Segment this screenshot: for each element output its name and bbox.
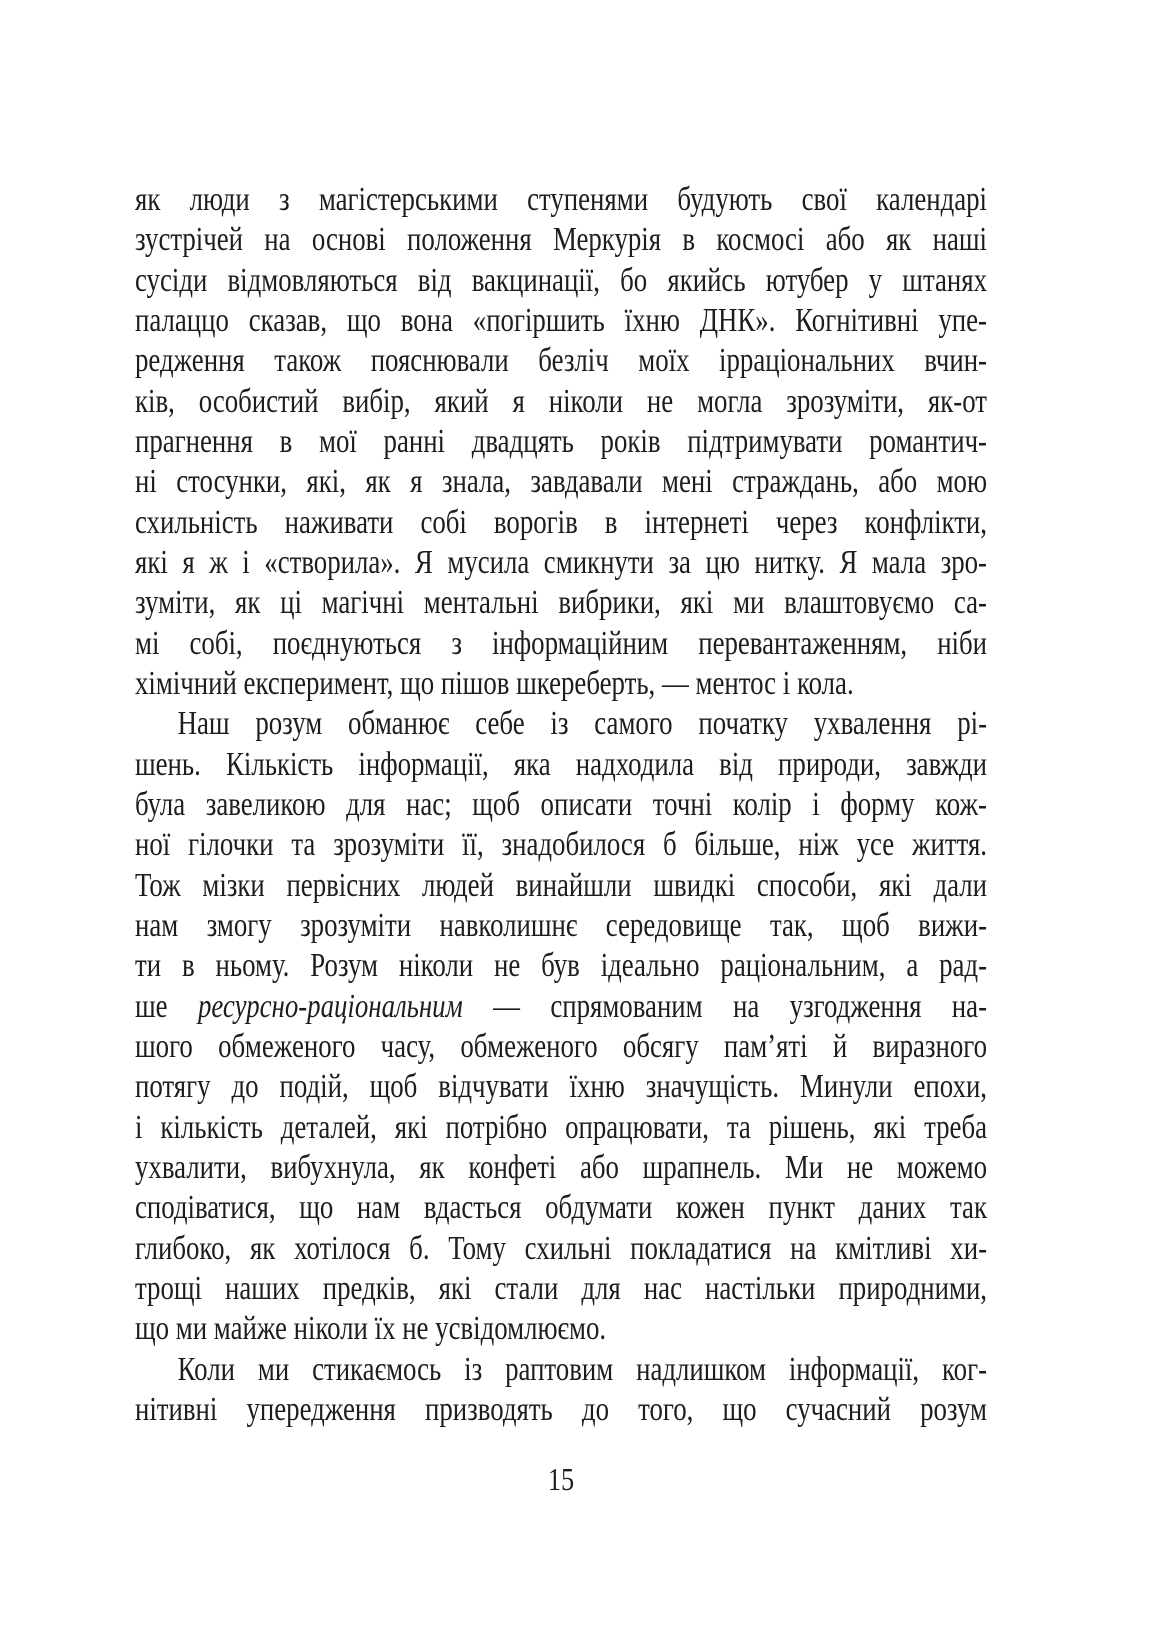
text-segment: нітивні упередження призводять до того, що сучасний розум bbox=[135, 1390, 988, 1428]
text-segment: ної гілочки та зрозуміти її, знадобилося б більше, ніж усе життя. bbox=[135, 826, 988, 864]
text-segment: що ми майже ніколи їх не усвідомлюємо. bbox=[135, 1310, 607, 1348]
text-line bbox=[135, 1108, 987, 1148]
text-segment: нам змогу зрозуміти навколишнє середовище так, щоб вижи- bbox=[135, 906, 988, 944]
text-segment: мі собі, поєднуються з інформаційним перевантаженням, ніби bbox=[135, 624, 988, 662]
text-segment: як люди з магістерськими ступенями будують свої календарі bbox=[135, 181, 988, 218]
text-line bbox=[135, 946, 987, 986]
text-line bbox=[135, 1229, 987, 1269]
text-line bbox=[135, 1269, 987, 1309]
text-segment: шень. Кількість інформації, яка надходила від природи, завжди bbox=[135, 745, 988, 783]
text-segment: схильність наживати собі ворогів в інтернеті через конфлікти, bbox=[135, 503, 988, 541]
text-segment: зуміти, як ці магічні ментальні вибрики, які ми влаштовуємо са- bbox=[135, 584, 988, 622]
text-segment: Тож мізки первісних людей винайшли швидкі способи, які дали bbox=[135, 866, 988, 904]
text-segment: хімічний експеримент, що пішов шкереберть, — ментос і кола. bbox=[135, 664, 854, 702]
text-line bbox=[135, 220, 987, 260]
text-segment: — спрямованим на узгодження на- bbox=[462, 987, 988, 1025]
text-line bbox=[135, 704, 987, 744]
text-line bbox=[135, 906, 987, 946]
text-line bbox=[135, 1309, 987, 1349]
text-segment: ше bbox=[135, 987, 198, 1025]
text-line bbox=[135, 543, 987, 583]
text-line bbox=[135, 341, 987, 381]
text-segment: ні стосунки, які, як я знала, завдавали мені страждань, або мою bbox=[135, 463, 988, 501]
text-segment: палаццо сказав, що вона «погіршить їхню ДНК». Когнітивні упе- bbox=[135, 301, 988, 339]
text-line bbox=[135, 261, 987, 301]
text-line bbox=[135, 422, 987, 462]
text-line bbox=[135, 1350, 987, 1390]
text-line bbox=[135, 745, 987, 785]
text-line bbox=[135, 1390, 987, 1430]
text-line bbox=[135, 301, 987, 341]
text-segment: була завеликою для нас; щоб описати точні колір і форму кож- bbox=[135, 785, 988, 823]
page-number: 15 bbox=[547, 1461, 575, 1497]
text-segment: прагнення в мої ранні двадцять років підтримувати романтич- bbox=[135, 422, 988, 460]
page-text bbox=[135, 180, 987, 1430]
text-segment: і кількість деталей, які потрібно опрацювати, та рішень, які треба bbox=[135, 1108, 988, 1146]
text-line bbox=[135, 1148, 987, 1188]
text-line bbox=[135, 462, 987, 502]
text-line bbox=[135, 664, 987, 704]
text-line bbox=[135, 1027, 987, 1067]
text-segment: шого обмеженого часу, обмеженого обсягу пам’яті й виразного bbox=[135, 1027, 988, 1065]
text-segment: редження також пояснювали безліч моїх ірраціональних вчин- bbox=[135, 342, 988, 380]
text-segment: зустрічей на основі положення Меркурія в космосі або як наші bbox=[135, 221, 988, 259]
text-line bbox=[135, 583, 987, 623]
italic-text: ресурсно-раціональним bbox=[197, 987, 463, 1025]
text-segment: сподіватися, що нам вдасться обдумати кожен пункт даних так bbox=[135, 1189, 988, 1227]
text-line bbox=[135, 382, 987, 422]
text-line bbox=[135, 825, 987, 865]
text-segment: Наш розум обманює себе із самого початку ухвалення рі- bbox=[177, 705, 988, 743]
text-line bbox=[135, 1188, 987, 1228]
text-line bbox=[135, 624, 987, 664]
text-line bbox=[135, 180, 987, 220]
text-segment: сусіди відмовляються від вакцинації, бо якийсь ютубер у штанях bbox=[135, 261, 988, 299]
text-line bbox=[135, 866, 987, 906]
text-segment: які я ж і «створила». Я мусила смикнути за цю нитку. Я мала зро- bbox=[135, 543, 988, 581]
text-line bbox=[135, 785, 987, 825]
text-segment: Коли ми стикаємось із раптовим надлишком інформації, ког- bbox=[177, 1350, 988, 1388]
text-segment: ухвалити, вибухнула, як конфеті або шрапнель. Ми не можемо bbox=[135, 1148, 988, 1186]
text-line bbox=[135, 503, 987, 543]
text-line bbox=[135, 987, 987, 1027]
text-segment: трощі наших предків, які стали для нас настільки природними, bbox=[135, 1269, 988, 1307]
text-segment: ти в ньому. Розум ніколи не був ідеально раціональним, а рад- bbox=[135, 947, 988, 985]
text-segment: глибоко, як хотілося б. Тому схильні покладатися на кмітливі хи- bbox=[135, 1229, 988, 1267]
text-segment: потягу до подій, щоб відчувати їхню значущість. Минули епохи, bbox=[135, 1068, 988, 1106]
text-line bbox=[135, 1067, 987, 1107]
text-segment: ків, особистий вибір, який я ніколи не могла зрозуміти, як-от bbox=[135, 382, 988, 420]
